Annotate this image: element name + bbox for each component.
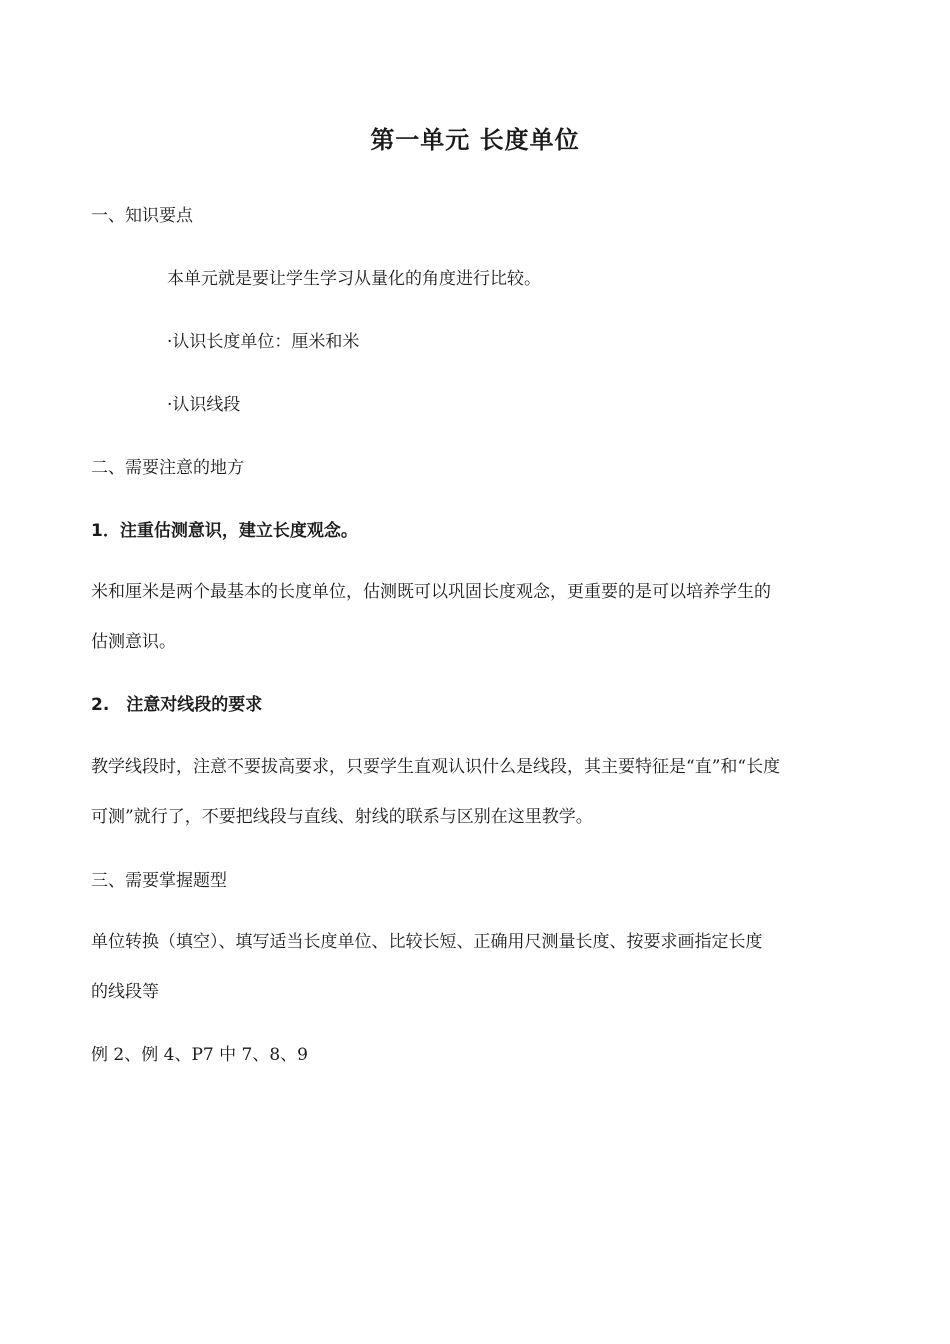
section1-bullet-line-segment: ·认识线段 bbox=[167, 395, 241, 415]
point1-body-line1: 米和厘米是两个最基本的长度单位，估测既可以巩固长度观念，更重要的是可以培养学生的 bbox=[91, 582, 771, 602]
point2-body-line2: 可测”就行了，不要把线段与直线、射线的联系与区别在这里教学。 bbox=[91, 807, 593, 827]
point1-body-line2: 估测意识。 bbox=[91, 632, 176, 652]
section-heading-knowledge-points: 一、知识要点 bbox=[91, 206, 193, 226]
section3-body-line1: 单位转换（填空）、填写适当长度单位、比较长短、正确用尺测量长度、按要求画指定长度 bbox=[91, 932, 763, 952]
section3-body-line2: 的线段等 bbox=[91, 982, 159, 1002]
point2-title: 2. 注意对线段的要求 bbox=[91, 695, 263, 715]
section1-intro: 本单元就是要让学生学习从量化的角度进行比较。 bbox=[167, 269, 541, 289]
section-heading-attention-points: 二、需要注意的地方 bbox=[91, 458, 244, 478]
page-title: 第一单元 长度单位 bbox=[370, 126, 580, 154]
section-heading-question-types: 三、需要掌握题型 bbox=[91, 871, 227, 891]
point2-body bbox=[91, 742, 861, 842]
point1-title: 1．注重估测意识，建立长度观念。 bbox=[91, 521, 358, 541]
section1-bullet-length-units: ·认识长度单位：厘米和米 bbox=[167, 332, 360, 352]
section3-body bbox=[91, 917, 861, 1017]
section3-examples: 例 2、例 4、P7 中 7、8、9 bbox=[91, 1045, 308, 1065]
point2-body-line1: 教学线段时，注意不要拔高要求，只要学生直观认识什么是线段，其主要特征是“直”和“长度 bbox=[91, 757, 781, 777]
point1-body bbox=[91, 567, 861, 667]
